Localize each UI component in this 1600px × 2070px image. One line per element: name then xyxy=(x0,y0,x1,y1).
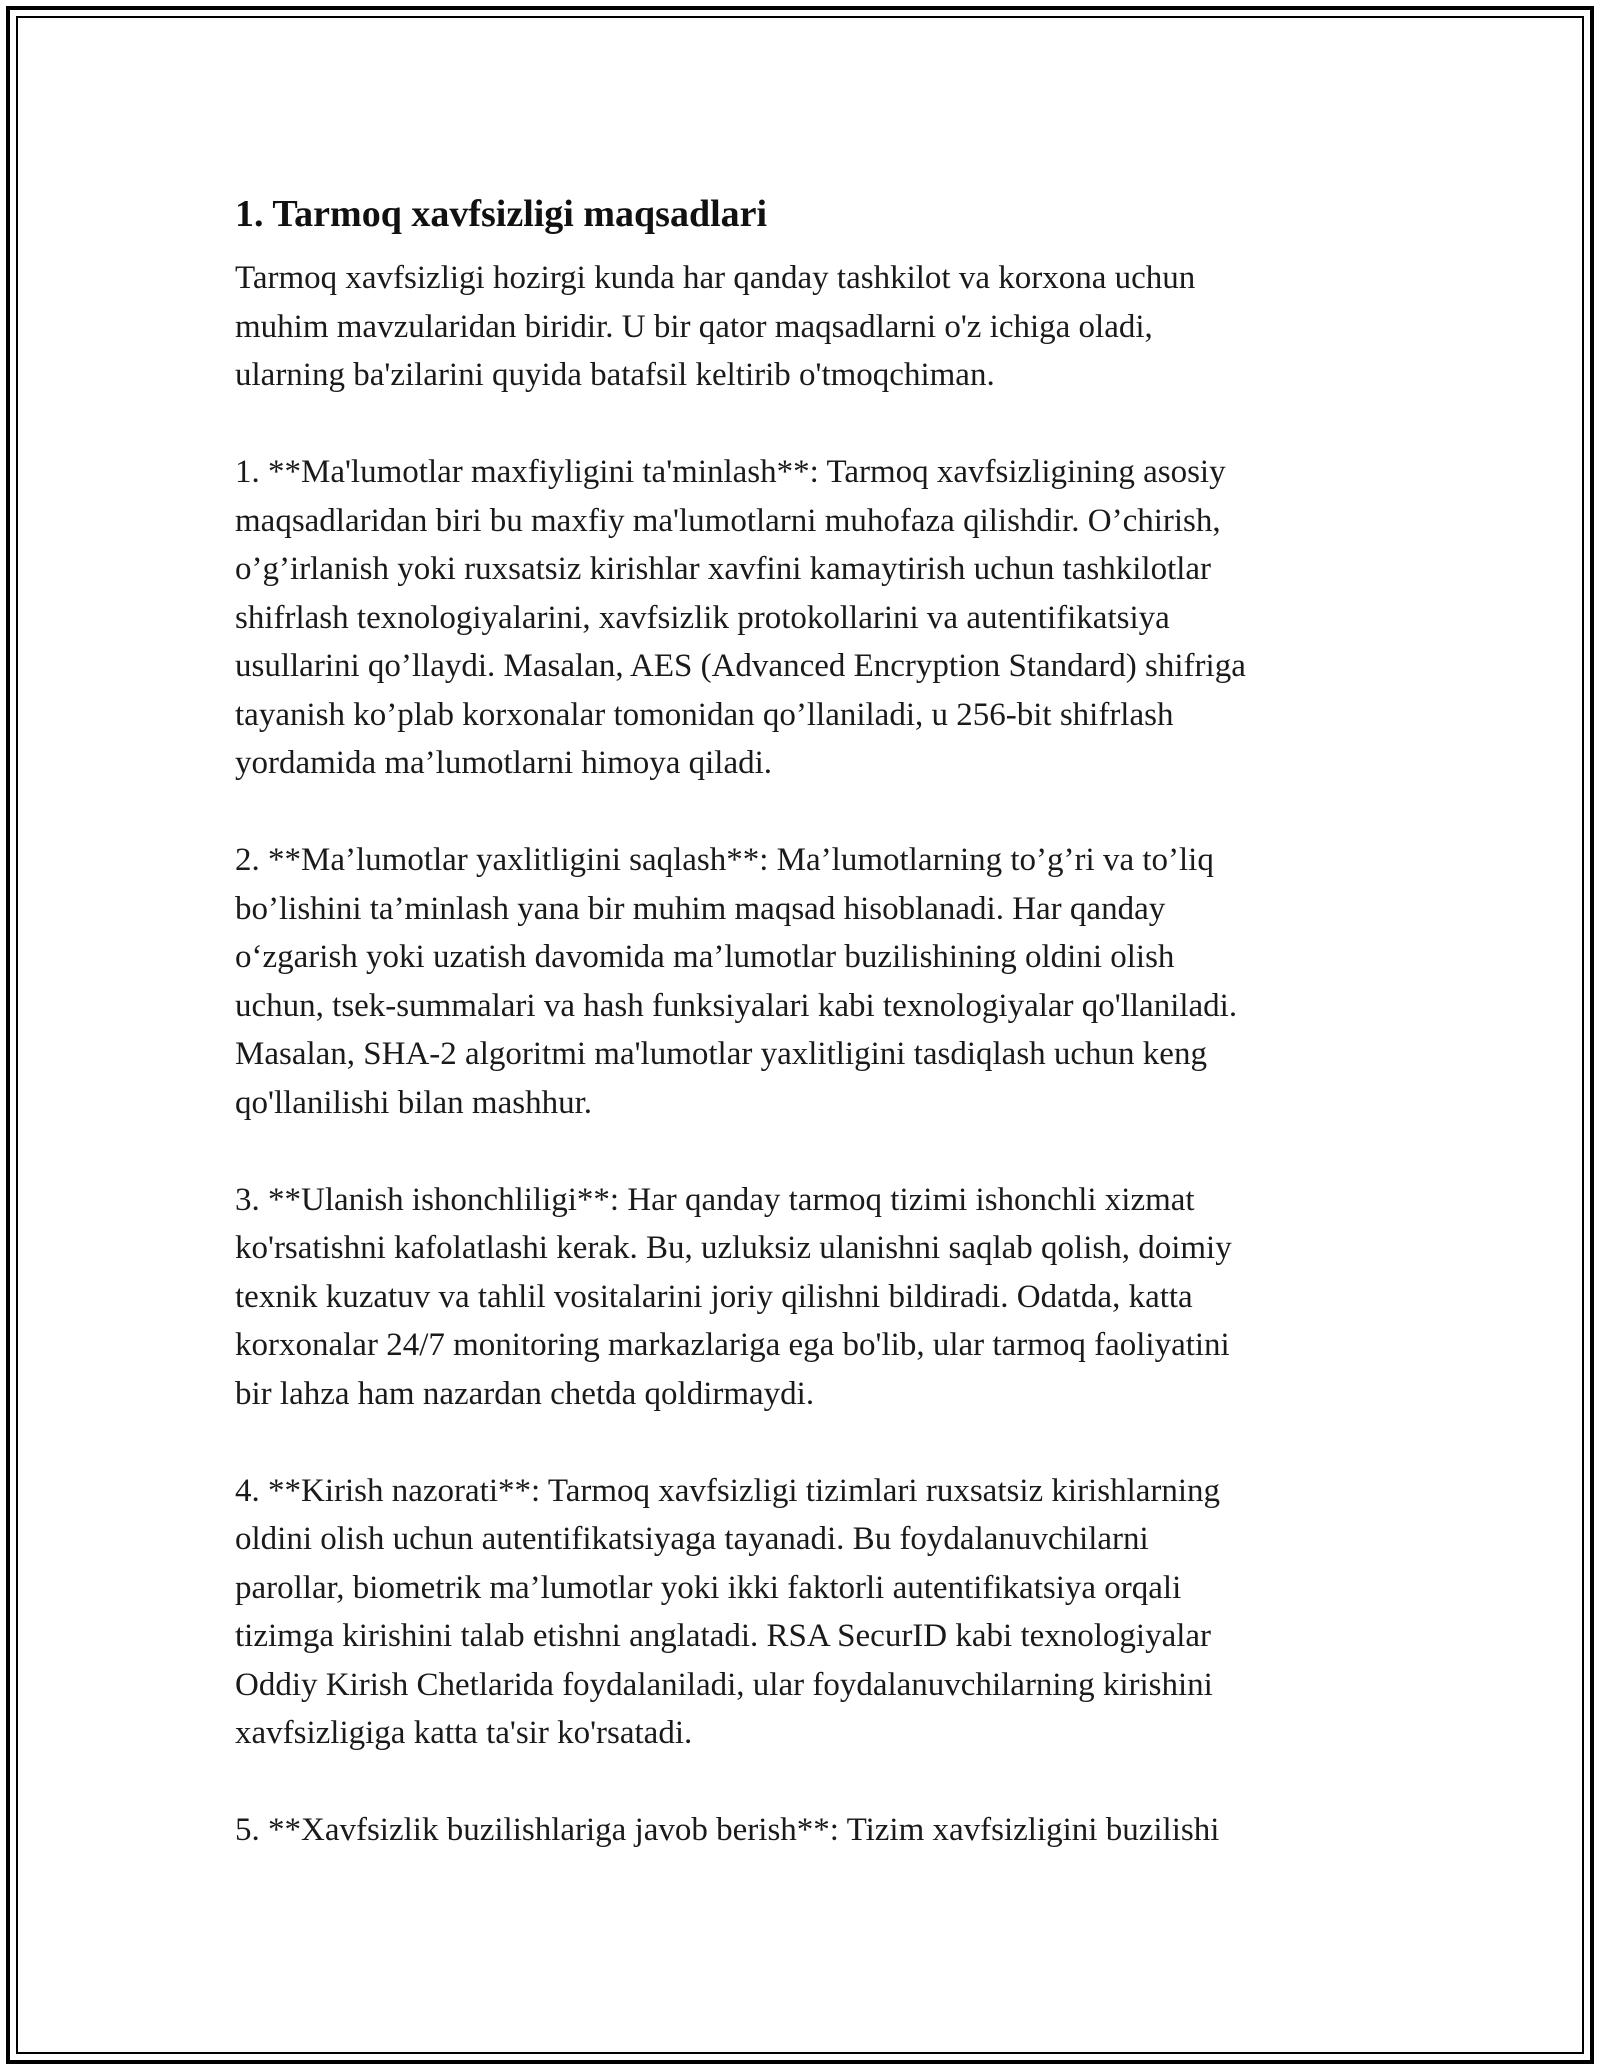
list-item-incident-response: 5. **Xavfsizlik buzilishlariga javob berish**: Tizim xavfsizligini buzilishi xyxy=(235,1812,1220,1848)
list-item-confidentiality: 1. **Ma'lumotlar maxfiyligini ta'minlash**: Tarmoq xavfsizligining asosiy maqsadlaridan biri bu maxfiy ma'lumotlarni muhofaza qilishdir. O’chirish, o’g’irlanish yoki ruxsatsiz kirishlar xavfini kamaytirish uchun tashkilotlar shifrlash texnologiyalarini, xavfsizlik protokollarini va autentifikatsiya usullarini qo’llaydi. Masalan, AES (Advanced Encryption Standard) shifriga tayanish ko’plab korxonalar tomonidan qo’llaniladi, u 256-bit shifrlash yordamida ma’lumotlarni himoya qiladi. xyxy=(235,454,1246,781)
list-item-integrity: 2. **Ma’lumotlar yaxlitligini saqlash**: Ma’lumotlarning to’g’ri va to’liq bo’lishini ta’minlash yana bir muhim maqsad hisoblanadi. Har qanday o‘zgarish yoki uzatish davomida ma’lumotlar buzilishining oldini olish uchun, tsek-summalari va hash funksiyalari kabi texnologiyalar qo'llaniladi. Masalan, SHA-2 algoritmi ma'lumotlar yaxlitligini tasdiqlash uchun keng qo'llanilishi bilan mashhur. xyxy=(235,842,1238,1121)
document-body xyxy=(235,186,1375,1855)
section-heading: 1. Tarmoq xavfsizligi maqsadlari xyxy=(235,193,768,235)
list-item-reliability: 3. **Ulanish ishonchliligi**: Har qanday tarmoq tizimi ishonchli xizmat ko'rsatishni kafolatlashi kerak. Bu, uzluksiz ulanishni saqlab qolish, doimiy texnik kuzatuv va tahlil vositalarini joriy qilishni bildiradi. Odatda, katta korxonalar 24/7 monitoring markazlariga ega bo'lib, ular tarmoq faoliyatini bir lahza ham nazardan chetda qoldirmaydi. xyxy=(235,1181,1232,1412)
intro-paragraph: Tarmoq xavfsizligi hozirgi kunda har qanday tashkilot va korxona uchun muhim mavzularidan biridir. U bir qator maqsadlarni o'z ichiga oladi, ularning ba'zilarini quyida batafsil keltirib o'tmoqchiman. xyxy=(235,260,1196,393)
list-item-access-control: 4. **Kirish nazorati**: Tarmoq xavfsizligi tizimlari ruxsatsiz kirishlarning oldini olish uchun autentifikatsiyaga tayanadi. Bu foydalanuvchilarni parollar, biometrik ma’lumotlar yoki ikki faktorli autentifikatsiya orqali tizimga kirishini talab etishni anglatadi. RSA SecurID kabi texnologiyalar Oddiy Kirish Chetlarida foydalaniladi, ular foydalanuvchilarning kirishini xavfsizligiga katta ta'sir ko'rsatadi. xyxy=(235,1472,1221,1751)
